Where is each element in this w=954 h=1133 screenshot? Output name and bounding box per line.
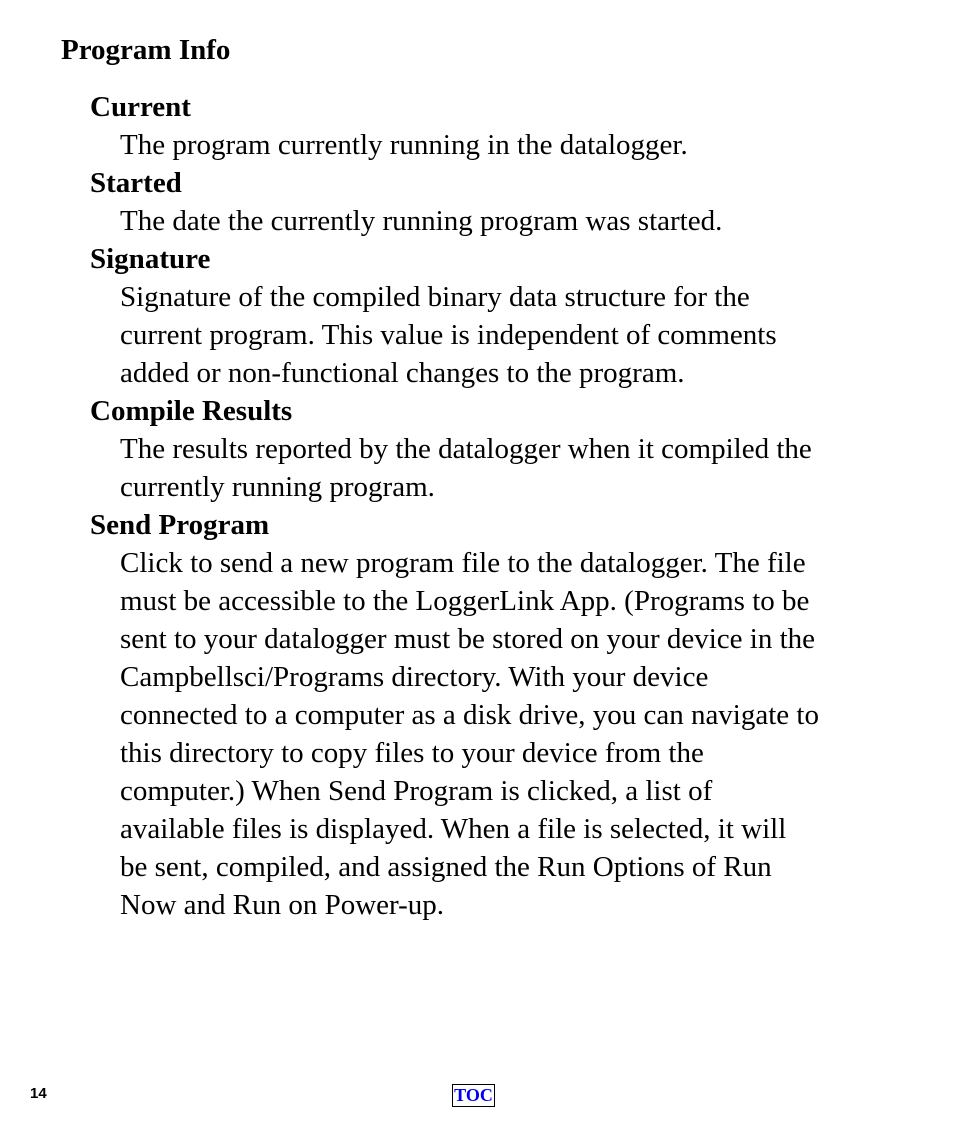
description-line: added or non-functional changes to the program. <box>120 357 685 389</box>
description-line: be sent, compiled, and assigned the Run Options of Run <box>120 851 772 883</box>
description-line: current program. This value is independent of comments <box>120 319 777 351</box>
term-send-program: Send Program <box>90 509 270 541</box>
description-signature <box>120 278 930 392</box>
term-started: Started <box>90 167 182 199</box>
definition-list <box>90 88 930 924</box>
description-line: The results reported by the datalogger when it compiled the <box>120 433 812 465</box>
description-line: Click to send a new program file to the datalogger. The file <box>120 547 806 579</box>
term-signature: Signature <box>90 243 211 275</box>
description-line: must be accessible to the LoggerLink App. (Programs to be <box>120 585 810 617</box>
term-current: Current <box>90 91 191 123</box>
description-line: computer.) When Send Program is clicked, a list of <box>120 775 713 807</box>
description-current <box>120 126 930 164</box>
page-number: 14 <box>30 1085 47 1102</box>
description-line: this directory to copy files to your device from the <box>120 737 704 769</box>
description-line: The program currently running in the datalogger. <box>120 129 688 161</box>
description-started <box>120 202 930 240</box>
description-line: Now and Run on Power-up. <box>120 889 445 921</box>
description-line: available files is displayed. When a file is selected, it will <box>120 813 787 845</box>
description-line: currently running program. <box>120 471 435 503</box>
page-title: Program Info <box>61 34 231 66</box>
description-line: connected to a computer as a disk drive, you can navigate to <box>120 699 819 731</box>
description-line: sent to your datalogger must be stored on your device in the <box>120 623 816 655</box>
term-compile-results: Compile Results <box>90 395 293 427</box>
description-line: Signature of the compiled binary data structure for the <box>120 281 750 313</box>
description-compile-results <box>120 430 930 506</box>
toc-link[interactable]: TOC <box>452 1084 495 1107</box>
description-line: Campbellsci/Programs directory. With your device <box>120 661 709 693</box>
description-send-program <box>120 544 930 924</box>
description-line: The date the currently running program was started. <box>120 205 723 237</box>
